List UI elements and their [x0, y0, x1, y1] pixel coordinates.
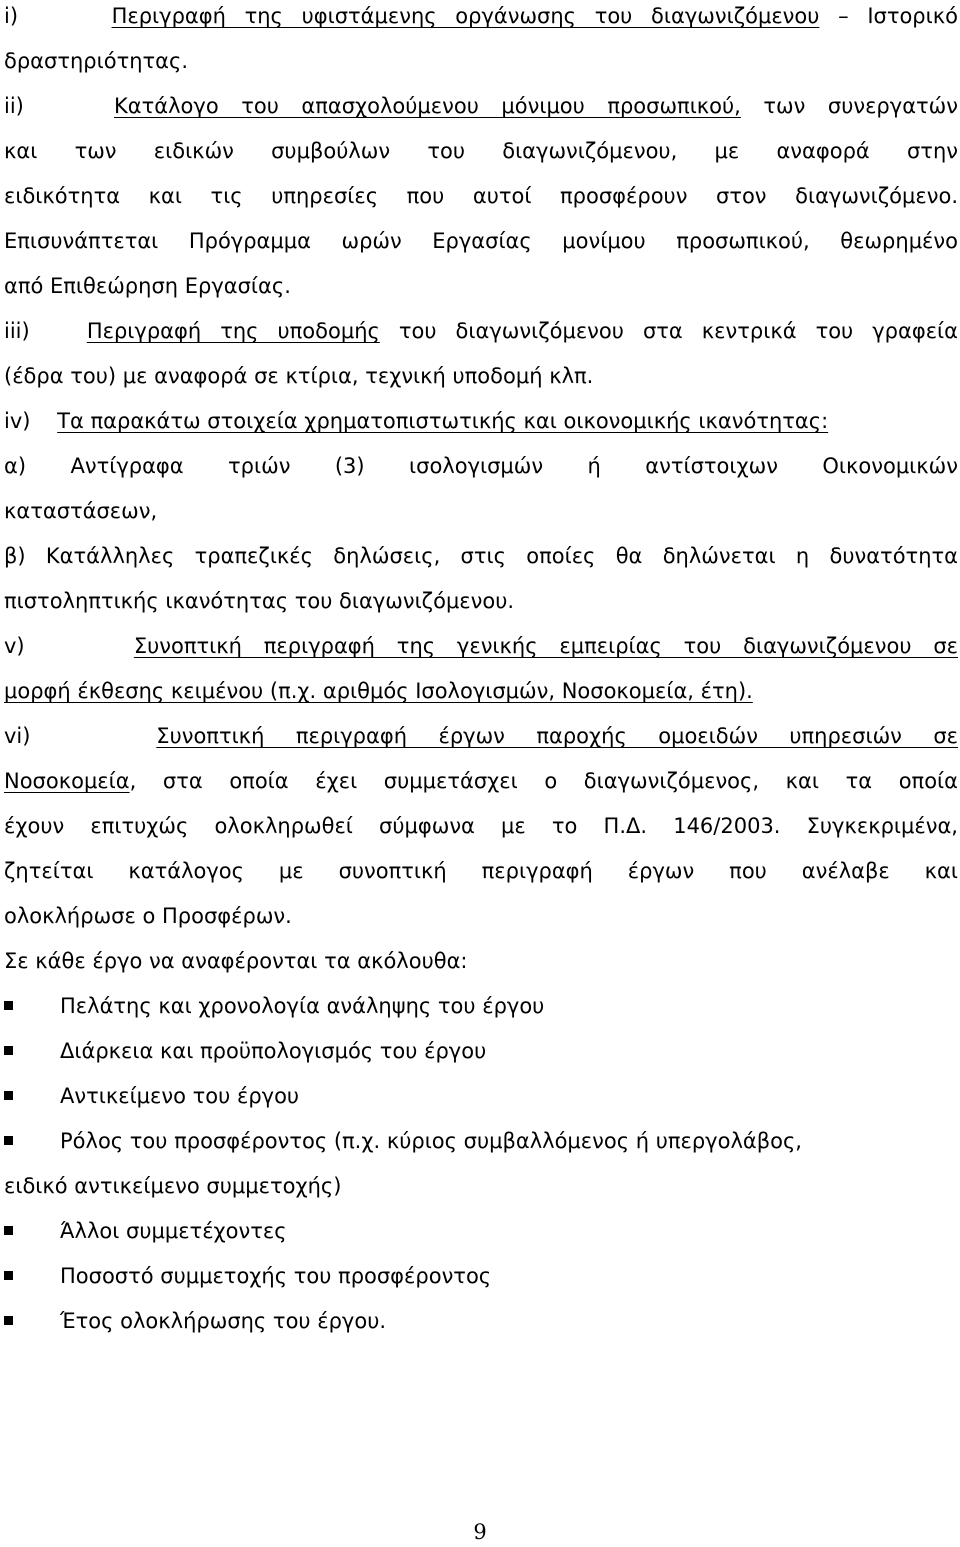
item-vi-heading-cont: Νοσοκομεία	[4, 769, 130, 793]
item-ii-marker: ii)	[4, 94, 24, 118]
item-vi-heading: Συνοπτική περιγραφή έργων παροχής ομοειδών υπηρεσιών σε	[156, 724, 959, 748]
item-ii-heading: Κατάλογο του απασχολούμενου μόνιμου προσωπικού,	[114, 94, 741, 118]
list-item-text: Πελάτης και χρονολογία ανάληψης του έργου	[60, 994, 545, 1018]
item-iv-b-line-1: β) Κατάλληλες τραπεζικές δηλώσεις, στις οποίες θα δηλώνεται η δυνατότητα	[4, 544, 958, 568]
item-ii-rest: των συνεργατών	[740, 94, 958, 118]
list-item-text: Ποσοστό συμμετοχής του προσφέροντος	[60, 1264, 492, 1288]
item-ii-line-5: από Επιθεώρηση Εργασίας.	[4, 274, 291, 298]
item-iii-line-2: (έδρα του) με αναφορά σε κτίρια, τεχνική υποδομή κλπ.	[4, 364, 594, 388]
square-bullet-icon	[4, 1271, 13, 1280]
list-item-text: Διάρκεια και προϋπολογισμός του έργου	[60, 1039, 487, 1063]
item-iv-marker: iv)	[4, 409, 31, 433]
item-vi-line-3: έχουν επιτυχώς ολοκληρωθεί σύμφωνα με το Π.Δ. 146/2003. Συγκεκριμένα,	[4, 814, 958, 838]
item-ii-line-1	[4, 91, 958, 121]
square-bullet-icon	[4, 1046, 13, 1055]
item-v-marker: v)	[4, 634, 25, 658]
item-vi-line-5: ολοκλήρωσε ο Προσφέρων.	[4, 904, 292, 928]
item-i-line-2: δραστηριότητας.	[4, 49, 189, 73]
item-iv-b-line-2: πιστοληπτικής ικανότητας του διαγωνιζόμενου.	[4, 589, 515, 613]
item-v-line-1	[4, 631, 958, 661]
item-v-line-2	[4, 676, 753, 706]
item-ii-line-2: και των ειδικών συμβούλων του διαγωνιζόμενου, με αναφορά στην	[4, 139, 958, 163]
item-i-rest: – Ιστορικό	[819, 4, 958, 28]
square-bullet-icon	[4, 1226, 13, 1235]
item-vi-line-1	[4, 721, 958, 751]
square-bullet-icon	[4, 1136, 13, 1145]
square-bullet-icon	[4, 1316, 13, 1325]
item-iv-a-line-2: καταστάσεων,	[4, 499, 158, 523]
item-v-heading: Συνοπτική περιγραφή της γενικής εμπειρίας του διαγωνιζόμενου σε	[133, 634, 958, 658]
list-item-text: Άλλοι συμμετέχοντες	[60, 1219, 287, 1243]
item-i-marker: i)	[4, 4, 19, 28]
item-vi-line-2-rest: , στα οποία έχει συμμετάσχει ο διαγωνιζόμενος, και τα οποία	[129, 769, 958, 793]
item-iv-line-1	[4, 406, 828, 436]
list-item-continuation: ειδικό αντικείμενο συμμετοχής)	[4, 1174, 342, 1198]
item-vi-line-2	[4, 766, 958, 796]
item-iii-heading: Περιγραφή της υποδομής	[86, 319, 380, 343]
item-v-heading-cont: μορφή έκθεσης κειμένου (π.χ. αριθμός Ισολογισμών, Νοσοκομεία, έτη).	[4, 679, 753, 703]
page-number: 9	[473, 1520, 487, 1544]
item-ii-line-3: ειδικότητα και τις υπηρεσίες που αυτοί προσφέρουν στον διαγωνιζόμενο.	[4, 184, 958, 208]
list-intro: Σε κάθε έργο να αναφέρονται τα ακόλουθα:	[4, 949, 468, 973]
item-iv-a-line-1: α) Αντίγραφα τριών (3) ισολογισμών ή αντίστοιχων Οικονομικών	[4, 454, 958, 478]
item-i-line-1	[4, 1, 958, 31]
list-item-text: Έτος ολοκλήρωσης του έργου.	[60, 1309, 387, 1333]
square-bullet-icon	[4, 1001, 13, 1010]
item-iii-rest: του διαγωνιζόμενου στα κεντρικά του γραφεία	[379, 319, 958, 343]
square-bullet-icon	[4, 1091, 13, 1100]
list-item-text: Αντικείμενο του έργου	[60, 1084, 300, 1108]
item-vi-line-4: ζητείται κατάλογος με συνοπτική περιγραφή έργων που ανέλαβε και	[4, 859, 958, 883]
list-item-text: Ρόλος του προσφέροντος (π.χ. κύριος συμβαλλόμενος ή υπεργολάβος,	[60, 1129, 802, 1153]
item-ii-line-4: Επισυνάπτεται Πρόγραμμα ωρών Εργασίας μονίμου προσωπικού, θεωρημένο	[4, 229, 958, 253]
item-iii-line-1	[4, 316, 958, 346]
item-vi-marker: vi)	[4, 724, 31, 748]
item-i-heading: Περιγραφή της υφιστάμενης οργάνωσης του διαγωνιζόμενου	[111, 4, 820, 28]
item-iii-marker: iii)	[4, 319, 30, 343]
item-iv-heading: Τα παρακάτω στοιχεία χρηματοπιστωτικής και οικονομικής ικανότητας:	[57, 409, 829, 433]
